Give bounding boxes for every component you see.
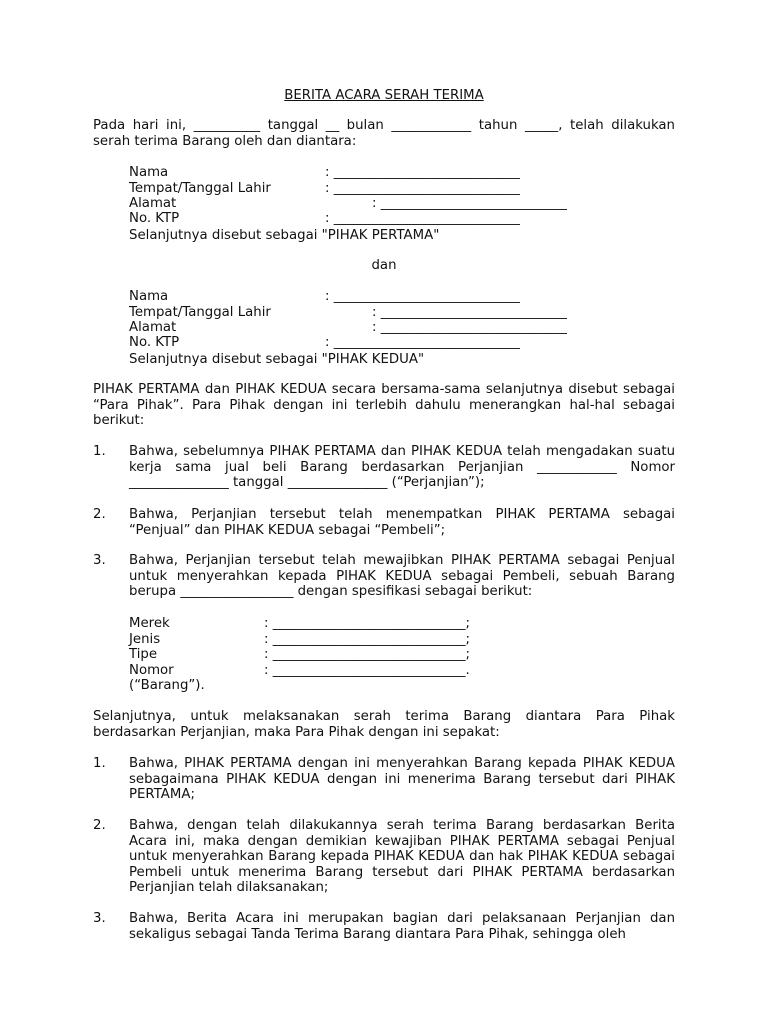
recital-text: Bahwa, Perjanjian tersebut telah menempatkan PIHAK PERTAMA sebagai “Penjual” dan PIHAK KEDUA sebagai “Pembeli”;: [129, 507, 675, 538]
party2-ktp-label: No. KTP: [129, 335, 180, 350]
agreement-text: Bahwa, PIHAK PERTAMA dengan ini menyerahkan Barang kepada PIHAK KEDUA sebagaimana PIHAK KEDUA dengan ini menerima Barang tersebut dari PIHAK PERTAMA;: [129, 756, 675, 803]
party2-ttl-field: : ____________________________: [372, 305, 567, 320]
spec-nomor-label: Nomor: [129, 663, 174, 678]
party1-alamat-label: Alamat: [129, 196, 177, 211]
party1-nama-label: Nama: [129, 165, 169, 180]
spec-nomor-field: : _____________________________.: [264, 663, 470, 678]
document-title: BERITA ACARA SERAH TERIMA: [284, 88, 484, 103]
spec-merek-label: Merek: [129, 616, 170, 631]
party2-nama-field: : ____________________________: [325, 289, 520, 304]
agreement-text: Bahwa, dengan telah dilakukannya serah terima Barang berdasarkan Berita Acara ini, maka dengan demikian kewajiban PIHAK PERTAMA sebagai Penjual untuk menyerahkan Barang kepada PIHAK KEDUA dan hak PIHAK KEDUA sebagai Pembeli untuk menerima Barang tersebut dari PIHAK PERTAMA berdasarkan Perjanjian telah dilaksanakan;: [129, 818, 675, 896]
agreement-text: Bahwa, Berita Acara ini merupakan bagian dari pelaksanaan Perjanjian dan sekaligus sebagai Tanda Terima Barang diantara Para Pihak, sehingga oleh: [129, 911, 675, 942]
spec-barang-ref: (“Barang”).: [129, 678, 205, 693]
party1-ttl-label: Tempat/Tanggal Lahir: [129, 181, 271, 196]
spec-tipe-field: : _____________________________;: [264, 647, 470, 662]
recital-number: 3.: [93, 553, 106, 568]
agreement-number: 3.: [93, 911, 106, 926]
recital-number: 2.: [93, 507, 106, 522]
spec-merek-field: : _____________________________;: [264, 616, 470, 631]
recital-text: Bahwa, sebelumnya PIHAK PERTAMA dan PIHAK KEDUA telah mengadakan suatu kerja sama jual beli Barang berdasarkan Perjanjian ____________ Nomor _______________ tanggal _______________ (“Perjanjian”);: [129, 444, 675, 491]
party2-reference: Selanjutnya disebut sebagai "PIHAK KEDUA": [129, 352, 425, 367]
dan-separator: dan: [371, 258, 397, 273]
agreement-number: 2.: [93, 818, 106, 833]
spec-jenis-label: Jenis: [129, 632, 161, 647]
party2-ttl-label: Tempat/Tanggal Lahir: [129, 305, 271, 320]
recital-text: Bahwa, Perjanjian tersebut telah mewajibkan PIHAK PERTAMA sebagai Penjual untuk menyerahkan kepada PIHAK KEDUA sebagai Pembeli, sebuah Barang berupa _________________ dengan spesifikasi sebagai berikut:: [129, 553, 675, 600]
party1-ktp-label: No. KTP: [129, 211, 180, 226]
spec-tipe-label: Tipe: [129, 647, 158, 662]
party2-nama-label: Nama: [129, 289, 169, 304]
intro-paragraph: Pada hari ini, __________ tanggal __ bulan ____________ tahun _____, telah dilakukan serah terima Barang oleh dan diantara:: [93, 118, 675, 149]
party1-ttl-field: : ____________________________: [325, 181, 520, 196]
party2-alamat-label: Alamat: [129, 320, 177, 335]
party1-nama-field: : ____________________________: [325, 165, 520, 180]
recital-number: 1.: [93, 444, 106, 459]
agreement-number: 1.: [93, 756, 106, 771]
party1-ktp-field: : ____________________________: [325, 211, 520, 226]
selanjutnya-paragraph: Selanjutnya, untuk melaksanakan serah terima Barang diantara Para Pihak berdasarkan Perjanjian, maka Para Pihak dengan ini sepakat:: [93, 709, 675, 740]
party2-ktp-field: : ____________________________: [325, 335, 520, 350]
party1-reference: Selanjutnya disebut sebagai "PIHAK PERTAMA": [129, 228, 440, 243]
party1-alamat-field: : ____________________________: [372, 196, 567, 211]
party2-alamat-field: : ____________________________: [372, 320, 567, 335]
spec-jenis-field: : _____________________________;: [264, 632, 470, 647]
para-pihak-paragraph: PIHAK PERTAMA dan PIHAK KEDUA secara bersama-sama selanjutnya disebut sebagai “Para Pihak”. Para Pihak dengan ini terlebih dahulu menerangkan hal-hal sebagai berikut:: [93, 382, 675, 429]
